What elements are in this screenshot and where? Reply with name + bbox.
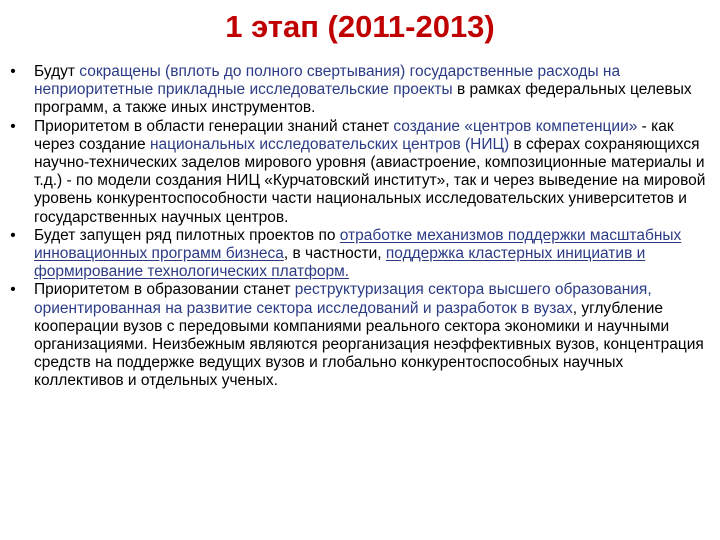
text-segment: в сферах сохраняющихся научно-технических заделов мирового уровня (авиастроение, композиционные материалы и т.д.) - по модели создания НИЦ «Курчатовский институт», так и через выведение на мировой уровень конкурентоспособности части национальных исследовательских университетов и государственных научных центров. bbox=[34, 135, 706, 226]
text-segment: , углубление кооперации вузов с передовыми компаниями реального сектора экономики и научными организациями. Неизбежным являются реорганизация неэффективных вузов, концентрация средств на поддержке ведущих вузов и глобально конкурентоспособных научных коллективов и отдельных ученых. bbox=[34, 299, 704, 390]
underlined-text-segment: отработке механизмов поддержки масштабных инновационных программ бизнеса bbox=[34, 226, 682, 263]
highlighted-text-segment: реструктуризация сектора высшего образования, ориентированная на развитие сектора исследований и разработок в вузах bbox=[34, 281, 652, 317]
bullet-item bbox=[6, 227, 714, 282]
bullet-text bbox=[34, 281, 704, 389]
highlighted-text-segment: создание «центров компетенции» bbox=[393, 117, 638, 135]
bullet-item bbox=[6, 118, 714, 227]
text-segment: Приоритетом в образовании станет bbox=[34, 281, 295, 299]
text-segment: в рамках федеральных целевых программ, а также иных инструментов. bbox=[34, 81, 692, 117]
bullet-item bbox=[6, 281, 714, 390]
highlighted-text-segment: сокращены (вплоть до полного свертывания) государственные расходы на неприоритетные прикладные исследовательские проекты bbox=[34, 63, 621, 99]
bullet-text bbox=[34, 63, 692, 116]
slide-title: 1 этап (2011-2013) bbox=[225, 9, 495, 44]
bullet-text bbox=[34, 118, 705, 226]
bullet-dot-icon: • bbox=[10, 226, 16, 244]
bullet-text bbox=[34, 227, 681, 280]
underlined-text-segment: поддержка кластерных инициатив и формирование технологических платформ. bbox=[34, 245, 646, 281]
text-segment: Будут bbox=[34, 63, 80, 80]
bullet-dot-icon: • bbox=[10, 63, 16, 80]
text-segment: Будет запущен ряд пилотных проектов по bbox=[34, 226, 340, 244]
text-segment: Приоритетом в области генерации знаний станет bbox=[34, 117, 394, 135]
highlighted-text-segment: национальных исследовательских центров (НИЦ) bbox=[149, 135, 510, 153]
bullet-dot-icon: • bbox=[10, 117, 16, 135]
bullet-item bbox=[6, 63, 714, 118]
bullet-dot-icon: • bbox=[10, 281, 16, 299]
text-segment: , в частности, bbox=[283, 245, 386, 263]
text-segment: - как через создание bbox=[34, 117, 674, 153]
bullet-list bbox=[6, 63, 714, 391]
